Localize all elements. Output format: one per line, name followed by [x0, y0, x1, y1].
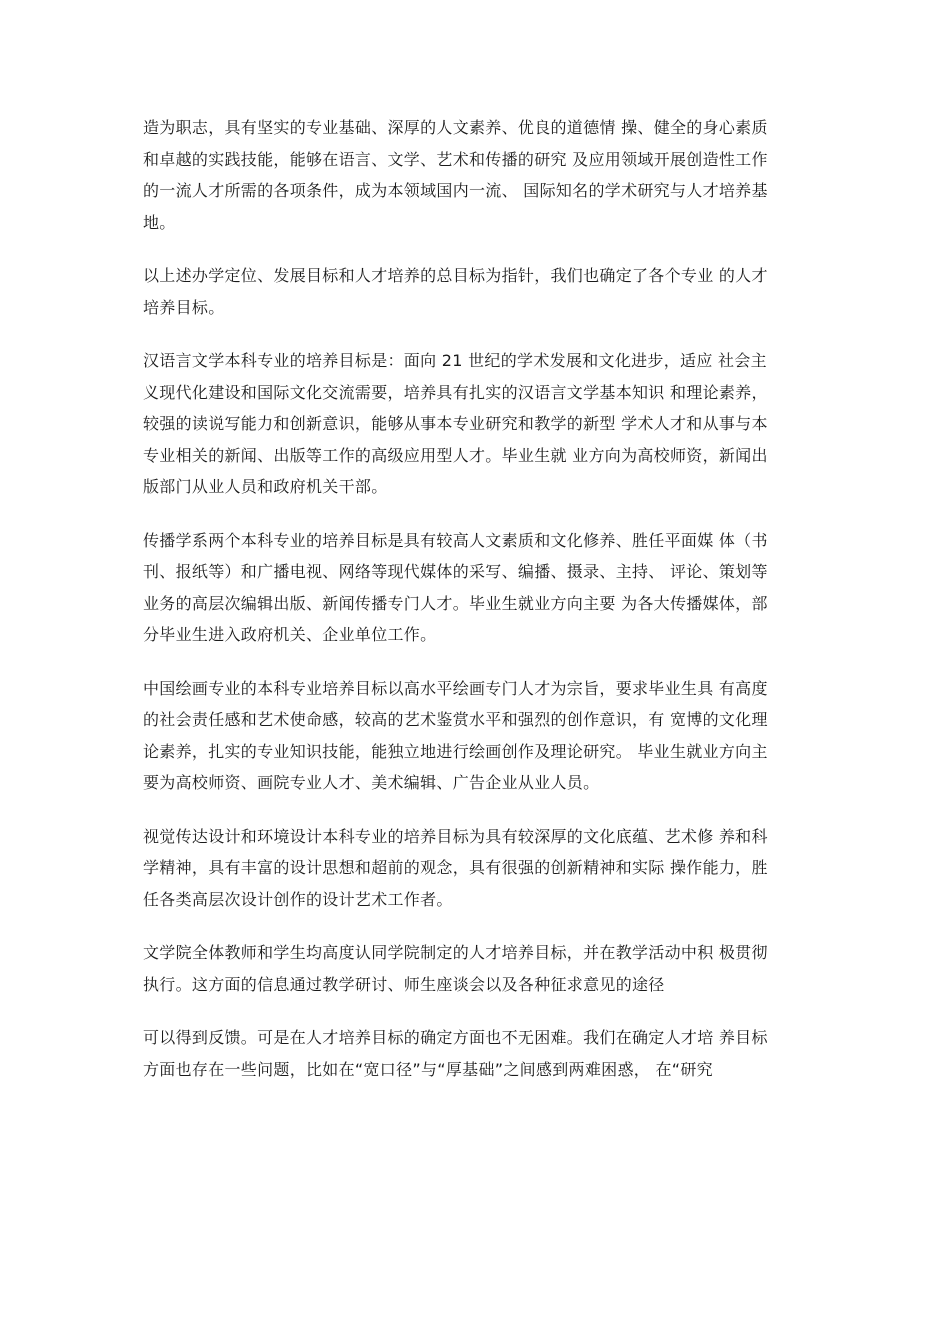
document-body	[143, 112, 819, 1107]
paragraph-line: 和卓越的实践技能，能够在语言、文学、艺术和传播的研究 及应用领域开展创造性工作	[143, 149, 768, 169]
paragraph-line: 传播学系两个本科专业的培养目标是具有较高人文素质和文化修养、胜任平面媒 体（书	[143, 530, 768, 550]
paragraph	[143, 112, 819, 238]
paragraph-line: 学精神，具有丰富的设计思想和超前的观念，具有很强的创新精神和实际 操作能力，胜	[143, 858, 768, 877]
paragraph	[143, 937, 819, 1000]
paragraph-line: 可以得到反馈。可是在人才培养目标的确定方面也不无困难。我们在确定人才培 养目标	[143, 1028, 768, 1047]
paragraph-line: 视觉传达设计和环境设计本科专业的培养目标为具有较深厚的文化底蕴、艺术修 养和科	[143, 826, 768, 846]
paragraph-line: 汉语言文学本科专业的培养目标是：面向 21 世纪的学术发展和文化进步，适应 社会主	[143, 351, 767, 370]
paragraph	[143, 1022, 819, 1085]
paragraph-line: 版部门从业人员和政府机关干部。	[143, 477, 388, 496]
paragraph	[143, 260, 819, 323]
paragraph-line: 任各类高层次设计创作的设计艺术工作者。	[143, 889, 453, 909]
paragraph	[143, 821, 819, 916]
paragraph	[143, 673, 819, 799]
paragraph-line: 文学院全体教师和学生均高度认同学院制定的人才培养目标，并在教学活动中积 极贯彻	[143, 943, 768, 962]
paragraph-line: 较强的读说写能力和创新意识，能够从事本专业研究和教学的新型 学术人才和从事与本	[143, 414, 768, 433]
paragraph-line: 中国绘画专业的本科专业培养目标以高水平绘画专门人才为宗旨，要求毕业生具 有高度	[143, 678, 768, 698]
paragraph-line: 方面也存在一些问题，比如在“宽口径”与“厚基础”之间感到两难困惑， 在“研究	[143, 1059, 713, 1079]
paragraph-line: 的一流人才所需的各项条件，成为本领域国内一流、 国际知名的学术研究与人才培养基	[143, 181, 768, 200]
paragraph-line: 造为职志，具有坚实的专业基础、深厚的人文素养、优良的道德情 操、健全的身心素质	[143, 118, 768, 137]
paragraph-line: 地。	[143, 212, 176, 232]
paragraph	[143, 525, 819, 651]
paragraph-line: 培养目标。	[143, 297, 225, 317]
paragraph	[143, 345, 819, 503]
paragraph-line: 分毕业生进入政府机关、企业单位工作。	[143, 625, 437, 644]
paragraph-line: 论素养，扎实的专业知识技能，能独立地进行绘画创作及理论研究。 毕业生就业方向主	[143, 741, 768, 761]
paragraph-line: 要为高校师资、画院专业人才、美术编辑、广告企业从业人员。	[143, 773, 600, 792]
paragraph-line: 义现代化建设和国际文化交流需要，培养具有扎实的汉语言文学基本知识 和理论素养，	[143, 382, 768, 402]
paragraph-line: 的社会责任感和艺术使命感，较高的艺术鉴赏水平和强烈的创作意识，有 宽博的文化理	[143, 710, 768, 729]
paragraph-line: 以上述办学定位、发展目标和人才培养的总目标为指针，我们也确定了各个专业 的人才	[143, 266, 768, 285]
paragraph-line: 执行。这方面的信息通过教学研讨、师生座谈会以及各种征求意见的途径	[143, 974, 665, 994]
paragraph-line: 刊、报纸等）和广播电视、网络等现代媒体的采写、编播、摄录、主持、 评论、策划等	[143, 562, 768, 581]
paragraph-line: 专业相关的新闻、出版等工作的高级应用型人才。毕业生就 业方向为高校师资，新闻出	[143, 445, 768, 465]
paragraph-line: 业务的高层次编辑出版、新闻传播专门人才。毕业生就业方向主要 为各大传播媒体，部	[143, 593, 768, 613]
